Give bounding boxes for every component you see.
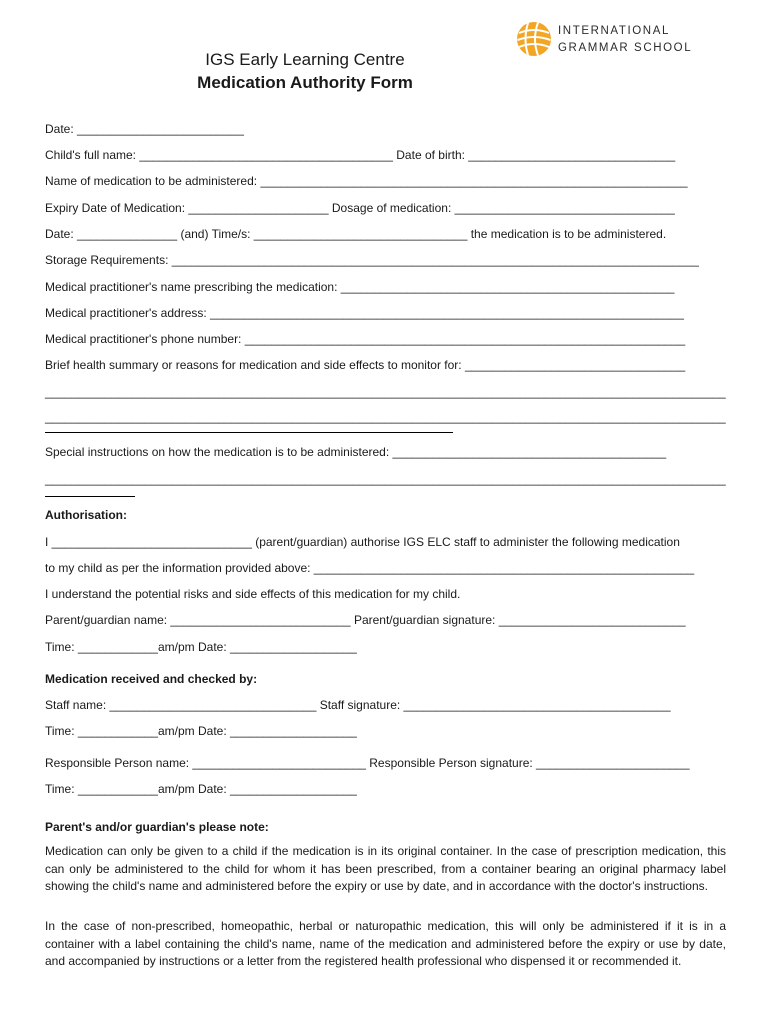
logo-line-2: GRAMMAR SCHOOL — [558, 42, 693, 54]
authorisation-heading: Authorisation: — [45, 508, 127, 522]
logo-line-1: INTERNATIONAL — [558, 25, 670, 37]
blank-line[interactable]: ______________________________________________________________________________________________________ — [45, 410, 726, 424]
note-paragraph: Medication can only be given to a child if the medication is in its original container. In the case of prescription medication, this can only be administered to the child for whom it has been prescribed, from a container bearing an original pharmacy label showing the child's name and administered before the expiry or use by date, and in accordance with the doctor's instructions. — [45, 844, 726, 893]
date-field[interactable]: Date: _________________________ — [45, 122, 244, 136]
special-instructions-field[interactable]: Special instructions on how the medication is to be administered: _________________________________________ — [45, 445, 667, 459]
medication-name-field[interactable]: Name of medication to be administered: ________________________________________________________________ — [45, 174, 688, 188]
responsible-person-field[interactable]: Responsible Person name: __________________________ Responsible Person signature: _______________________ — [45, 756, 690, 770]
risk-acknowledgement: I understand the potential risks and side effects of this medication for my child. — [45, 587, 461, 601]
note-heading: Parent's and/or guardian's please note: — [45, 820, 269, 834]
date-time-field[interactable]: Date: _______________ (and) Time/s: ________________________________ the medication is to be administered. — [45, 227, 667, 241]
child-name-field[interactable]: Child's full name: ______________________________________ Date of birth: _______________________________ — [45, 148, 676, 162]
parent-name-signature-field[interactable]: Parent/guardian name: ___________________________ Parent/guardian signature: ____________________________ — [45, 613, 686, 627]
practitioner-name-field[interactable]: Medical practitioner's name prescribing the medication: __________________________________________________ — [45, 280, 675, 294]
staff-name-signature-field[interactable]: Staff name: _______________________________ Staff signature: ________________________________________ — [45, 698, 671, 712]
storage-field[interactable]: Storage Requirements: _______________________________________________________________________________ — [45, 253, 699, 267]
health-summary-field[interactable]: Brief health summary or reasons for medication and side effects to monitor for: _________________________________ — [45, 358, 686, 372]
blank-line[interactable]: ______________________________________________________________________________________________________ — [45, 472, 726, 486]
practitioner-address-field[interactable]: Medical practitioner's address: _______________________________________________________________________ — [45, 306, 684, 320]
blank-line[interactable]: ______________________________________________________________________________________________________ — [45, 385, 726, 399]
divider — [45, 432, 453, 433]
practitioner-phone-field[interactable]: Medical practitioner's phone number: __________________________________________________________________ — [45, 332, 686, 346]
authorise-statement-continued[interactable]: to my child as per the information provided above: _________________________________________________________ — [45, 561, 695, 575]
expiry-dosage-field[interactable]: Expiry Date of Medication: _____________________ Dosage of medication: _________________________________ — [45, 201, 675, 215]
authorise-statement[interactable]: I ______________________________ (parent/guardian) authorise IGS ELC staff to administer the following medication — [45, 535, 680, 549]
divider — [45, 496, 135, 497]
received-heading: Medication received and checked by: — [45, 672, 258, 686]
responsible-time-date-field[interactable]: Time: ____________am/pm Date: ___________________ — [45, 782, 357, 796]
staff-time-date-field[interactable]: Time: ____________am/pm Date: ___________________ — [45, 724, 357, 738]
note-paragraph: In the case of non-prescribed, homeopathic, herbal or naturopathic medication, this will only be administered if it is in a container with a label containing the child's name, name of the medication and administered before the expiry or use by date, and accompanied by instructions or a letter from the registered health professional who dispensed it or recommended it. — [45, 919, 726, 968]
form-title: IGS Early Learning Centre — [205, 50, 405, 69]
form-subtitle: Medication Authority Form — [197, 73, 413, 92]
parent-time-date-field[interactable]: Time: ____________am/pm Date: ___________________ — [45, 640, 357, 654]
